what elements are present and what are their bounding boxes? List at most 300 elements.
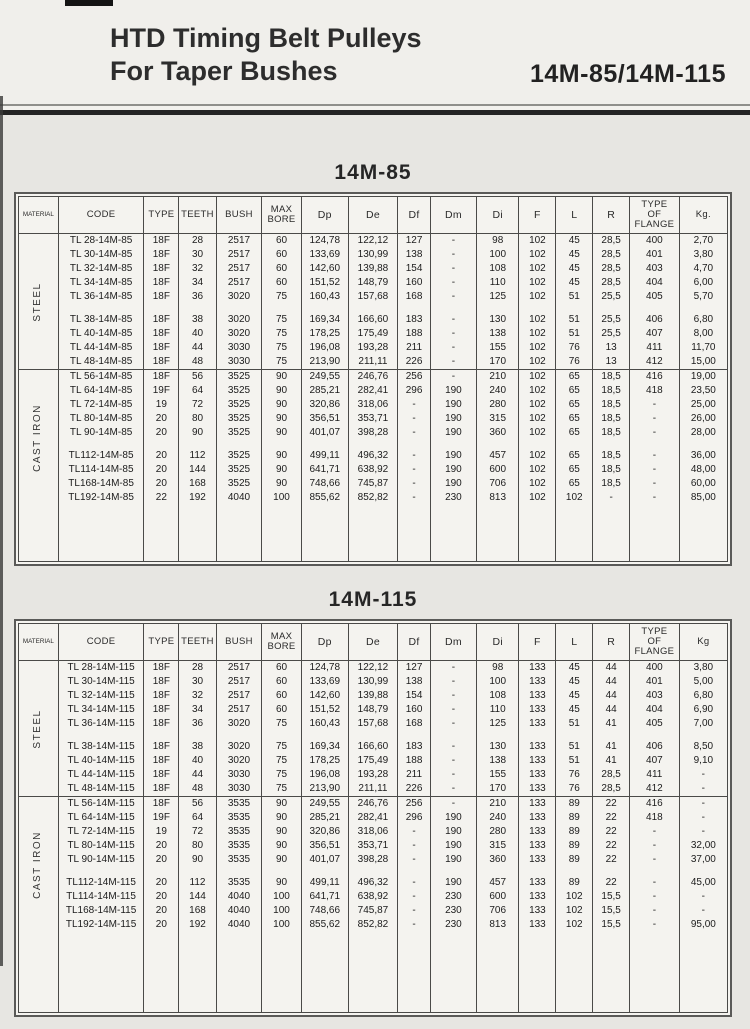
cell: - (430, 717, 476, 731)
spacer-row (19, 440, 728, 449)
cell: 133,69 (301, 248, 348, 262)
cell: 405 (630, 717, 680, 731)
cell: TL114-14M-85 (58, 463, 144, 477)
cell: - (679, 904, 727, 918)
cell: 102 (519, 355, 556, 370)
table-frame (14, 192, 732, 566)
cell: 56 (179, 797, 217, 812)
cell: 19F (144, 811, 179, 825)
cell (556, 867, 593, 876)
cell: 18F (144, 290, 179, 304)
cell: 416 (630, 370, 680, 385)
cell (556, 932, 593, 1013)
cell: 600 (476, 463, 519, 477)
cell: 18F (144, 341, 179, 355)
cell: 102 (556, 918, 593, 932)
cell: 3,80 (679, 248, 727, 262)
column-header: Di (476, 197, 519, 234)
cell: TL192-14M-85 (58, 491, 144, 505)
cell: 213,90 (301, 782, 348, 797)
cell: 90 (262, 477, 302, 491)
cell: 72 (179, 825, 217, 839)
column-header: Dp (301, 624, 348, 661)
column-header: TYPE (144, 624, 179, 661)
cell: 100 (262, 491, 302, 505)
cell: 76 (556, 768, 593, 782)
cell: 20 (144, 918, 179, 932)
cell: 226 (398, 782, 431, 797)
cell: 188 (398, 327, 431, 341)
cell: 4,70 (679, 262, 727, 276)
cell: TL 40-14M-115 (58, 754, 144, 768)
cell: 406 (630, 740, 680, 754)
cell: 178,25 (301, 327, 348, 341)
cell (262, 731, 302, 740)
cell: 400 (630, 234, 680, 249)
cell: - (679, 768, 727, 782)
cell: 246,76 (348, 797, 398, 812)
cell: 2517 (216, 248, 261, 262)
cell: - (398, 839, 431, 853)
cell: 5,00 (679, 675, 727, 689)
cell: 2517 (216, 276, 261, 290)
cell: 154 (398, 689, 431, 703)
cell: 22 (593, 811, 630, 825)
cell: - (630, 918, 680, 932)
cell (216, 304, 261, 313)
cell: TL 64-14M-85 (58, 384, 144, 398)
cell: 25,5 (593, 327, 630, 341)
cell: 18F (144, 740, 179, 754)
cell (144, 932, 179, 1013)
cell: 40 (179, 327, 217, 341)
cell: 285,21 (301, 811, 348, 825)
cell: - (398, 890, 431, 904)
cell: 296 (398, 811, 431, 825)
cell (216, 932, 261, 1013)
cell (58, 932, 144, 1013)
cell: 45 (556, 276, 593, 290)
cell: 102 (519, 262, 556, 276)
column-header: Dm (430, 624, 476, 661)
cell: 19F (144, 384, 179, 398)
cell: - (630, 477, 680, 491)
table-row (19, 426, 728, 440)
cell: 416 (630, 797, 680, 812)
cell (556, 731, 593, 740)
cell: 213,90 (301, 355, 348, 370)
cell: 98 (476, 234, 519, 249)
cell (476, 505, 519, 562)
cell: - (630, 463, 680, 477)
cell: 192 (179, 918, 217, 932)
table-row (19, 811, 728, 825)
cell: 90 (262, 876, 302, 890)
column-header: TEETH (179, 624, 217, 661)
cell: 85,00 (679, 491, 727, 505)
table-row (19, 768, 728, 782)
cell (630, 731, 680, 740)
cell: 90 (179, 426, 217, 440)
cell: 25,5 (593, 313, 630, 327)
cell: TL 32-14M-85 (58, 262, 144, 276)
cell (679, 731, 727, 740)
cell (630, 932, 680, 1013)
cell: 102 (519, 463, 556, 477)
cell: TL 36-14M-85 (58, 290, 144, 304)
cell: 60 (262, 689, 302, 703)
cell: 210 (476, 797, 519, 812)
column-header: BUSH (216, 197, 261, 234)
cell: - (630, 449, 680, 463)
cell (593, 304, 630, 313)
cell: 133 (519, 918, 556, 932)
cell (19, 505, 59, 562)
cell: 190 (430, 384, 476, 398)
cell: 168 (398, 717, 431, 731)
cell: 3535 (216, 811, 261, 825)
cell: 353,71 (348, 839, 398, 853)
cell (519, 932, 556, 1013)
cell: 138 (398, 248, 431, 262)
cell: 102 (556, 491, 593, 505)
cell: 175,49 (348, 754, 398, 768)
cell: 18F (144, 661, 179, 676)
cell: 51 (556, 290, 593, 304)
cell: 19,00 (679, 370, 727, 385)
cell: 90 (262, 412, 302, 426)
table-row (19, 717, 728, 731)
cell: 89 (556, 825, 593, 839)
cell: 20 (144, 876, 179, 890)
cell: 102 (519, 477, 556, 491)
cell: 6,90 (679, 703, 727, 717)
cell: 108 (476, 262, 519, 276)
cell (519, 304, 556, 313)
cell: 112 (179, 449, 217, 463)
cell: TL168-14M-115 (58, 904, 144, 918)
cell: TL112-14M-85 (58, 449, 144, 463)
cell: 315 (476, 839, 519, 853)
cell: 108 (476, 689, 519, 703)
cell: 100 (262, 904, 302, 918)
cell: 169,34 (301, 313, 348, 327)
cell: 401 (630, 248, 680, 262)
cell: 110 (476, 703, 519, 717)
cell: 36 (179, 717, 217, 731)
cell: - (430, 740, 476, 754)
cell: 133 (519, 754, 556, 768)
cell: 44 (179, 768, 217, 782)
cell: 178,25 (301, 754, 348, 768)
page-title (110, 22, 422, 88)
cell (593, 440, 630, 449)
cell: - (430, 689, 476, 703)
cell: 190 (430, 811, 476, 825)
cell: 411 (630, 768, 680, 782)
cell: TL 56-14M-85 (58, 370, 144, 385)
cell: 360 (476, 853, 519, 867)
cell: 9,10 (679, 754, 727, 768)
cell (398, 932, 431, 1013)
cell: 3030 (216, 768, 261, 782)
cell (476, 440, 519, 449)
cell: - (430, 248, 476, 262)
cell: 3535 (216, 876, 261, 890)
pulley-table (18, 623, 728, 1013)
cell: 18F (144, 768, 179, 782)
cell: 138 (476, 327, 519, 341)
cell: 3020 (216, 740, 261, 754)
cell: 60 (262, 234, 302, 249)
table-row (19, 248, 728, 262)
cell: 168 (179, 477, 217, 491)
cell (476, 731, 519, 740)
cell: 44 (593, 689, 630, 703)
column-header: TEETH (179, 197, 217, 234)
cell: 102 (519, 276, 556, 290)
cell (301, 867, 348, 876)
cell (262, 932, 302, 1013)
cell: 280 (476, 398, 519, 412)
cell (144, 304, 179, 313)
cell: - (430, 234, 476, 249)
cell: 20 (144, 853, 179, 867)
cell: 144 (179, 890, 217, 904)
cell: 155 (476, 341, 519, 355)
cell: 170 (476, 782, 519, 797)
cell (430, 932, 476, 1013)
table-row (19, 839, 728, 853)
cell: 3535 (216, 839, 261, 853)
cell (301, 304, 348, 313)
cell: 496,32 (348, 449, 398, 463)
cell: 496,32 (348, 876, 398, 890)
cell: TL 48-14M-115 (58, 782, 144, 797)
cell: 28,5 (593, 248, 630, 262)
cell (179, 731, 217, 740)
cell: 102 (519, 398, 556, 412)
cell: 102 (519, 327, 556, 341)
cell: TL 30-14M-115 (58, 675, 144, 689)
catalog-table-14m-85 (14, 161, 732, 566)
cell: 15,5 (593, 918, 630, 932)
cell: 18,5 (593, 398, 630, 412)
cell: 38 (179, 740, 217, 754)
cell: - (398, 904, 431, 918)
column-header: De (348, 197, 398, 234)
cell: TL 80-14M-115 (58, 839, 144, 853)
model-range-label: 14M-85/14M-115 (529, 60, 726, 88)
cell: 44 (593, 675, 630, 689)
cell: 18,5 (593, 477, 630, 491)
cell: 855,62 (301, 918, 348, 932)
table-title: 14M-85 (334, 161, 412, 184)
cell: 139,88 (348, 689, 398, 703)
scan-mark-artifact (65, 0, 113, 6)
cell: 45 (556, 262, 593, 276)
cell: 32 (179, 689, 217, 703)
cell (593, 505, 630, 562)
cell: 407 (630, 327, 680, 341)
cell: 34 (179, 703, 217, 717)
cell: 130,99 (348, 248, 398, 262)
cell: 600 (476, 890, 519, 904)
cell: 48,00 (679, 463, 727, 477)
cell: 3,80 (679, 661, 727, 676)
column-header: Dp (301, 197, 348, 234)
cell: 20 (144, 839, 179, 853)
cell (430, 505, 476, 562)
cell: 148,79 (348, 703, 398, 717)
cell: 76 (556, 355, 593, 370)
cell: 240 (476, 811, 519, 825)
cell: 3020 (216, 717, 261, 731)
cell: - (679, 890, 727, 904)
cell: 22 (593, 876, 630, 890)
cell: 282,41 (348, 811, 398, 825)
cell: 401,07 (301, 426, 348, 440)
cell: 230 (430, 904, 476, 918)
cell: 25,00 (679, 398, 727, 412)
cell: 102 (519, 341, 556, 355)
cell: 102 (519, 313, 556, 327)
cell: 133 (519, 904, 556, 918)
cell: 11,70 (679, 341, 727, 355)
cell: 36,00 (679, 449, 727, 463)
cell: 133 (519, 717, 556, 731)
cell: 15,5 (593, 904, 630, 918)
header-row (19, 197, 728, 234)
cell: 130 (476, 313, 519, 327)
cell: 44 (179, 341, 217, 355)
spacer-row (19, 731, 728, 740)
column-header: CODE (58, 197, 144, 234)
cell: - (398, 491, 431, 505)
cell: 48 (179, 782, 217, 797)
cell: 28,5 (593, 276, 630, 290)
cell: 18F (144, 782, 179, 797)
cell: TL 64-14M-115 (58, 811, 144, 825)
cell (679, 440, 727, 449)
cell: 852,82 (348, 491, 398, 505)
cell: - (398, 825, 431, 839)
cell: 18F (144, 717, 179, 731)
cell: 60 (262, 675, 302, 689)
column-header: Df (398, 197, 431, 234)
cell: 190 (430, 853, 476, 867)
cell (593, 932, 630, 1013)
cell (398, 304, 431, 313)
cell: TL 56-14M-115 (58, 797, 144, 812)
cell: 6,00 (679, 276, 727, 290)
cell: 28 (179, 234, 217, 249)
cell: 75 (262, 327, 302, 341)
table-row (19, 703, 728, 717)
cell: 706 (476, 904, 519, 918)
cell: 748,66 (301, 904, 348, 918)
column-header: F (519, 197, 556, 234)
table-row (19, 234, 728, 249)
cell: 138 (398, 675, 431, 689)
cell: 706 (476, 477, 519, 491)
cell: 45 (556, 248, 593, 262)
cell: 112 (179, 876, 217, 890)
cell: 22 (144, 491, 179, 505)
cell: 196,08 (301, 341, 348, 355)
cell: - (398, 398, 431, 412)
cell: 13 (593, 355, 630, 370)
cell: 56 (179, 370, 217, 385)
table-row (19, 675, 728, 689)
cell: 41 (593, 717, 630, 731)
table-row (19, 463, 728, 477)
material-label: STEEL (32, 281, 44, 322)
pulley-table (18, 196, 728, 562)
cell: 18F (144, 313, 179, 327)
cell: 3030 (216, 355, 261, 370)
cell: - (398, 918, 431, 932)
cell (519, 867, 556, 876)
cell: 100 (476, 248, 519, 262)
cell: 90 (179, 853, 217, 867)
cell (679, 932, 727, 1013)
cell (216, 867, 261, 876)
material-cell (19, 234, 59, 370)
cell: 188 (398, 754, 431, 768)
cell: 75 (262, 782, 302, 797)
cell: 18F (144, 327, 179, 341)
cell: 36 (179, 290, 217, 304)
cell (262, 505, 302, 562)
cell: 401 (630, 675, 680, 689)
cell (216, 440, 261, 449)
cell: 160,43 (301, 290, 348, 304)
table-row (19, 754, 728, 768)
cell: 748,66 (301, 477, 348, 491)
cell: 193,28 (348, 768, 398, 782)
cell: 90 (262, 426, 302, 440)
cell: 18F (144, 262, 179, 276)
cell: - (398, 853, 431, 867)
cell: 18,5 (593, 449, 630, 463)
cell: - (430, 276, 476, 290)
table-row (19, 890, 728, 904)
cell: 65 (556, 477, 593, 491)
cell (476, 932, 519, 1013)
cell: 20 (144, 890, 179, 904)
cell (398, 440, 431, 449)
table-row (19, 262, 728, 276)
cell: 211,11 (348, 355, 398, 370)
cell: 412 (630, 782, 680, 797)
header-divider-thick (0, 110, 750, 115)
cell: 2517 (216, 703, 261, 717)
cell: 170 (476, 355, 519, 370)
cell: 138 (476, 754, 519, 768)
cell (216, 731, 261, 740)
column-header: TYPE (144, 197, 179, 234)
cell: 34 (179, 276, 217, 290)
cell: 211 (398, 341, 431, 355)
cell: 240 (476, 384, 519, 398)
cell: 127 (398, 234, 431, 249)
cell: 210 (476, 370, 519, 385)
cell: 75 (262, 768, 302, 782)
table-row (19, 740, 728, 754)
spacer-row (19, 304, 728, 313)
cell: 45,00 (679, 876, 727, 890)
